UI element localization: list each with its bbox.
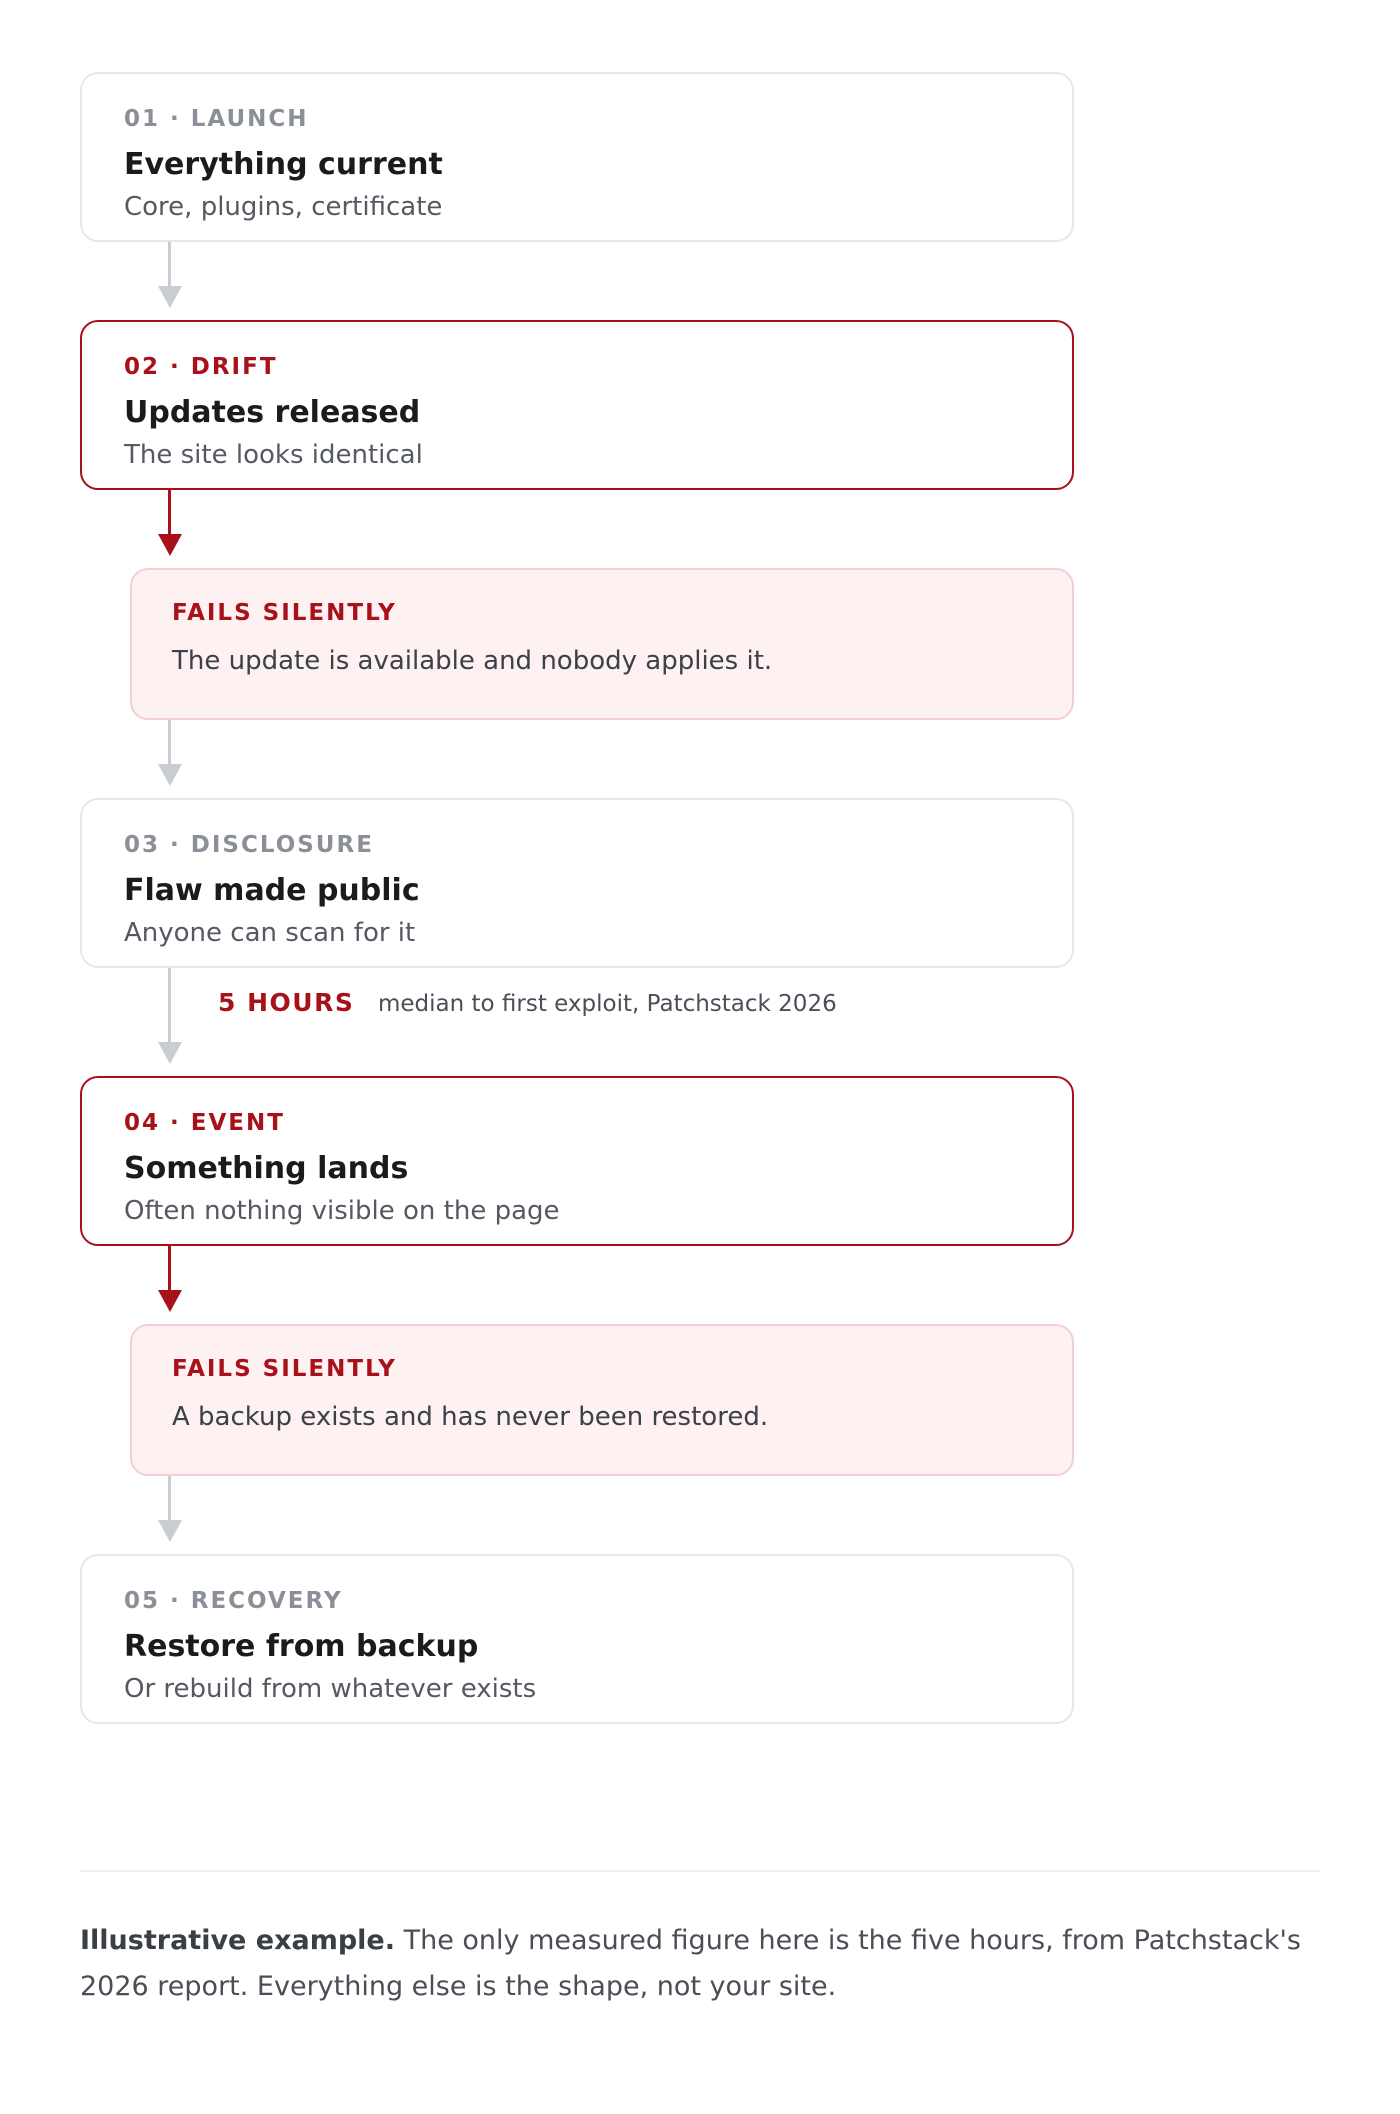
connector-arrow [158, 968, 182, 1064]
step-label: 04 · EVENT [124, 1110, 285, 1136]
step-card-drift [80, 320, 1074, 490]
timing-value: 5 HOURS [218, 988, 355, 1017]
connector-arrow-red [158, 1246, 182, 1312]
footnote [80, 1918, 1320, 2010]
step-title: Something lands [124, 1151, 409, 1186]
step-card-launch [80, 72, 1074, 242]
step-label: 05 · RECOVERY [124, 1588, 343, 1614]
warning-callout [130, 1324, 1074, 1476]
connector-arrow [158, 242, 182, 308]
footnote-text: The only measured figure here is the five hours, from Patchstack's 2026 report. Everything else is the shape, not your site. [80, 1925, 1301, 2002]
step-label: 02 · DRIFT [124, 354, 278, 380]
step-card-disclosure [80, 798, 1074, 968]
step-subtitle: Often nothing visible on the page [124, 1196, 560, 1226]
timing-note: median to first exploit, Patchstack 2026 [378, 991, 837, 1017]
step-subtitle: Anyone can scan for it [124, 918, 416, 948]
footnote-lead: Illustrative example. [80, 1925, 395, 1956]
step-card-recovery [80, 1554, 1074, 1724]
warning-text: A backup exists and has never been restored. [172, 1402, 769, 1432]
step-subtitle: Or rebuild from whatever exists [124, 1674, 537, 1704]
step-card-event [80, 1076, 1074, 1246]
section-divider [80, 1870, 1320, 1872]
step-title: Updates released [124, 395, 421, 430]
warning-label: FAILS SILENTLY [172, 1356, 397, 1382]
warning-text: The update is available and nobody applies it. [172, 646, 773, 676]
connector-arrow [158, 720, 182, 786]
step-subtitle: Core, plugins, certificate [124, 192, 443, 222]
step-label: 01 · LAUNCH [124, 106, 309, 132]
warning-label: FAILS SILENTLY [172, 600, 397, 626]
connector-arrow-red [158, 490, 182, 556]
step-title: Everything current [124, 147, 443, 182]
connector-arrow [158, 1476, 182, 1542]
timing-annotation [218, 986, 837, 1020]
warning-callout [130, 568, 1074, 720]
step-title: Flaw made public [124, 873, 420, 908]
step-label: 03 · DISCLOSURE [124, 832, 374, 858]
step-subtitle: The site looks identical [124, 440, 423, 470]
step-title: Restore from backup [124, 1629, 479, 1664]
